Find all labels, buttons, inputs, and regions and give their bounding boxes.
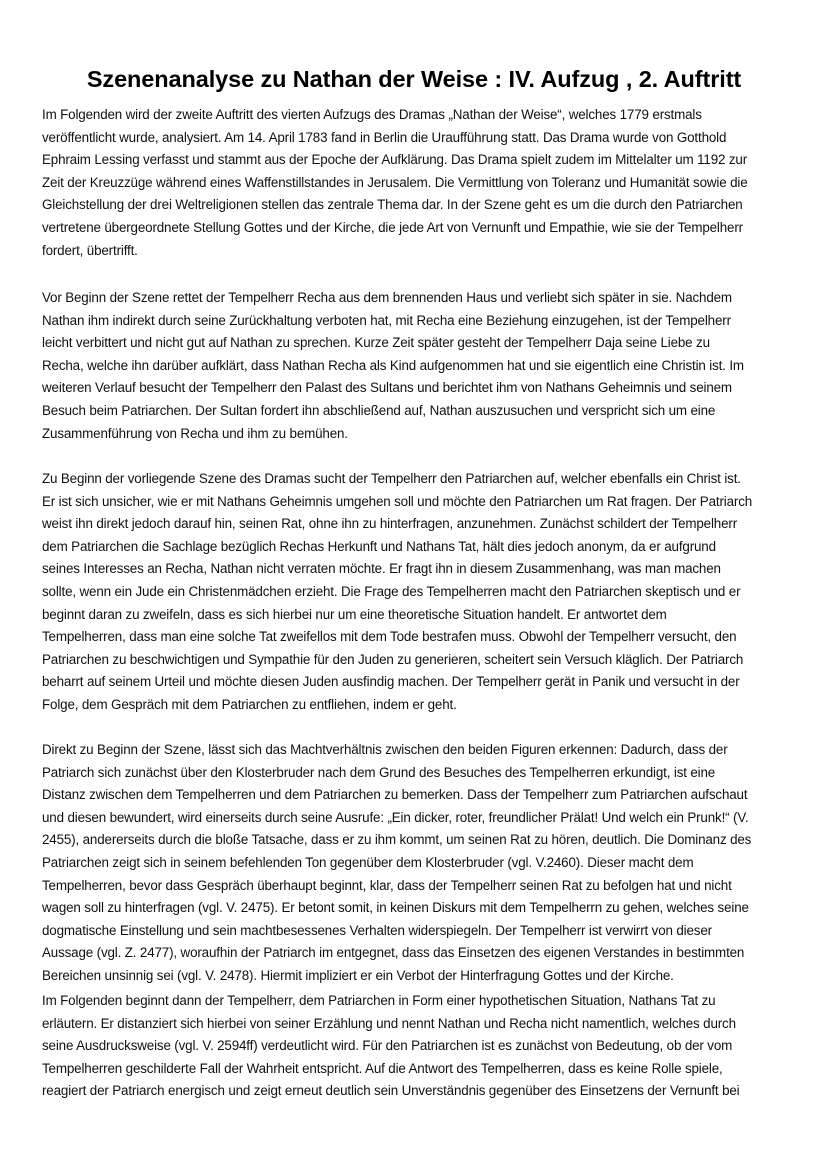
text-line: veröffentlicht wurde, analysiert. Am 14. April 1783 fand in Berlin die Uraufführung statt. Das Drama wurde von Gotthold (42, 129, 727, 145)
text-line: beginnt daran zu zweifeln, dass es sich hierbei nur um eine theoretische Situation handelt. Er antwortet dem (42, 606, 667, 622)
text-line: Folge, dem Gespräch mit dem Patriarchen zu entfliehen, indem er geht. (42, 696, 457, 712)
text-line: Im Folgenden wird der zweite Auftritt des vierten Aufzugs des Dramas „Nathan der Weise“, welches 1779 erstmals (42, 107, 702, 122)
paragraph-scene-summary (42, 468, 822, 717)
text-line: weist ihn direkt jedoch darauf hin, seinen Rat, ohne ihn zu hinterfragen, anzunehmen. Zunächst schildert der Tempelherr (42, 516, 737, 532)
text-line: Patriarchen zu beschwichtigen und Sympathie für den Juden zu generieren, scheitert sein Versuch kläglich. Der Patriarch (42, 651, 744, 667)
text-line: Tempelherren geschilderte Fall der Wahrheit entspricht. Auf die Antwort des Tempelherren, dass es keine Rolle spiele, (42, 1060, 723, 1076)
text-line: erläutern. Er distanziert sich hierbei von seiner Erzählung und nennt Nathan und Recha nicht namentlich, welches durch (42, 1015, 736, 1031)
text-line: Zu Beginn der vorliegende Szene des Dramas sucht der Tempelherr den Patriarchen auf, welcher ebenfalls ein Christ ist. (42, 471, 741, 486)
text-line: Patriarchen zeigt sich in seinem befehlenden Ton gegenüber dem Klosterbruder (vgl. V.2460). Dieser macht dem (42, 854, 694, 870)
text-line: vertretene übergeordnete Stellung Gottes und der Kirche, die jede Art von Vernunft und Empathie, wie sie der Tempelherr (42, 219, 743, 235)
text-line: sollte, wenn ein Jude ein Christenmädchen erzieht. Die Frage des Tempelherren macht den Patriarchen skeptisch und er (42, 583, 741, 599)
text-line: Tempelherren, bevor dass Gespräch überhaupt beginnt, klar, dass der Tempelherr seinen Rat zu befolgen hat und nicht (42, 877, 732, 893)
text-line: fordert, übertrifft. (42, 242, 138, 258)
text-line: Nathan ihm indirekt durch seine Zurückhaltung verboten hat, mit Recha eine Beziehung einzugehen, ist der Tempelherr (42, 312, 731, 328)
text-line: seines Interesses an Recha, Nathan nicht verraten möchte. Er fragt ihn in diesem Zusammenhang, was man machen (42, 561, 721, 577)
text-line: Zusammenführung von Recha und ihm zu bemühen. (42, 425, 348, 441)
text-line: Tempelherren, dass man eine solche Tat zweifellos mit dem Tode bestrafen muss. Obwohl der Tempelherr versucht, den (42, 629, 737, 645)
text-line: Direkt zu Beginn der Szene, lässt sich das Machtverhältnis zwischen den beiden Figuren erkennen: Dadurch, dass der (42, 742, 728, 757)
text-line: Patriarch sich zunächst über den Klosterbruder nach dem Grund des Besuches des Tempelherren erkundigt, ist eine (42, 764, 716, 780)
text-line: Vor Beginn der Szene rettet der Tempelherr Recha aus dem brennenden Haus und verliebt sich später in sie. Nachdem (42, 290, 732, 305)
text-line: dem Patriarchen die Sachlage bezüglich Rechas Herkunft und Nathans Tat, hält dies jedoch anonym, da er aufgrund (42, 538, 716, 554)
text-line: Im Folgenden beginnt dann der Tempelherr, dem Patriarchen in Form einer hypothetischen Situation, Nathans Tat zu (42, 993, 716, 1008)
text-line: Er ist sich unsicher, wie er mit Nathans Geheimnis umgehen soll und möchte den Patriarchen um Rat fragen. Der Patriarch (42, 493, 753, 509)
text-line: Distanz zwischen dem Tempelherren und dem Patriarchen zu bemerken. Dass der Tempelherr zum Patriarchen aufschaut (42, 787, 748, 803)
text-line: Ephraim Lessing verfasst und stammt aus der Epoche der Aufklärung. Das Drama spielt zudem im Mittelalter um 1192 zur (42, 152, 748, 168)
text-line: Gleichstellung der drei Weltreligionen stellen das zentrale Thema dar. In der Szene geht es um die durch den Patriarchen (42, 197, 743, 213)
paragraph-analysis-power (42, 739, 822, 988)
text-line: weiteren Verlauf besucht der Tempelherr den Palast des Sultans und berichtet ihm von Nathans Geheimnis und seinem (42, 380, 732, 396)
text-line: wagen soll zu hinterfragen (vgl. V. 2475). Er betont somit, in keinen Diskurs mit dem Tempelherrn zu gehen, welches seine (42, 900, 749, 916)
text-line: seine Ausdrucksweise (vgl. V. 2594ff) verdeutlicht wird. Für den Patriarchen ist es zunächst von Bedeutung, ob der vom (42, 1038, 733, 1054)
text-line: Bereichen unsinnig sei (vgl. V. 2478). Hiermit impliziert er ein Verbot der Hinterfragung Gottes und der Kirche. (42, 967, 674, 983)
document-title: Szenenanalyse zu Nathan der Weise : IV. Aufzug , 2. Auftritt (86, 65, 742, 92)
paragraph-prior-events (42, 287, 822, 445)
text-line: 2455), andererseits durch die bloße Tatsache, dass er zu ihm kommt, um seinen Rat zu hören, deutlich. Die Dominanz des (42, 832, 752, 848)
text-line: dogmatische Einstellung und sein machtbesessenes Verhalten widerspiegeln. Der Tempelherr ist verwirrt von dieser (42, 922, 712, 938)
text-line: leicht verbittert und nicht gut auf Nathan zu sprechen. Kurze Zeit später gesteht der Tempelherr Daja seine Liebe zu (42, 335, 710, 351)
paragraph-introduction (42, 104, 822, 262)
text-line: beharrt auf seinem Urteil und möchte diesen Juden ausfindig machen. Der Tempelherr gerät in Panik und versucht in der (42, 674, 740, 690)
text-line: Recha, welche ihn darüber aufklärt, dass Nathan Recha als Kind aufgenommen hat und sie eigentlich eine Christin ist. Im (42, 357, 744, 373)
text-line: und diesen bewundert, wird einerseits durch seine Ausrufe: „Ein dicker, roter, freundlicher Prälat! Und welch ein Prunk!“ (V. (42, 809, 749, 825)
paragraph-analysis-hypothetical (42, 990, 822, 1103)
text-line: Besuch beim Patriarchen. Der Sultan fordert ihn abschließend auf, Nathan auszusuchen und verspricht sich um eine (42, 402, 716, 418)
text-line: reagiert der Patriarch energisch und zeigt erneut deutlich sein Unverständnis gegenüber des Einsetzens der Vernunft bei (42, 1083, 740, 1099)
text-line: Aussage (vgl. Z. 2477), woraufhin der Patriarch im entgegnet, dass das Einsetzen des eigenen Verstandes in bestimmten (42, 945, 745, 961)
text-line: Zeit der Kreuzzüge während eines Waffenstillstandes in Jerusalem. Die Vermittlung von Toleranz und Humanität sowie die (42, 174, 748, 190)
